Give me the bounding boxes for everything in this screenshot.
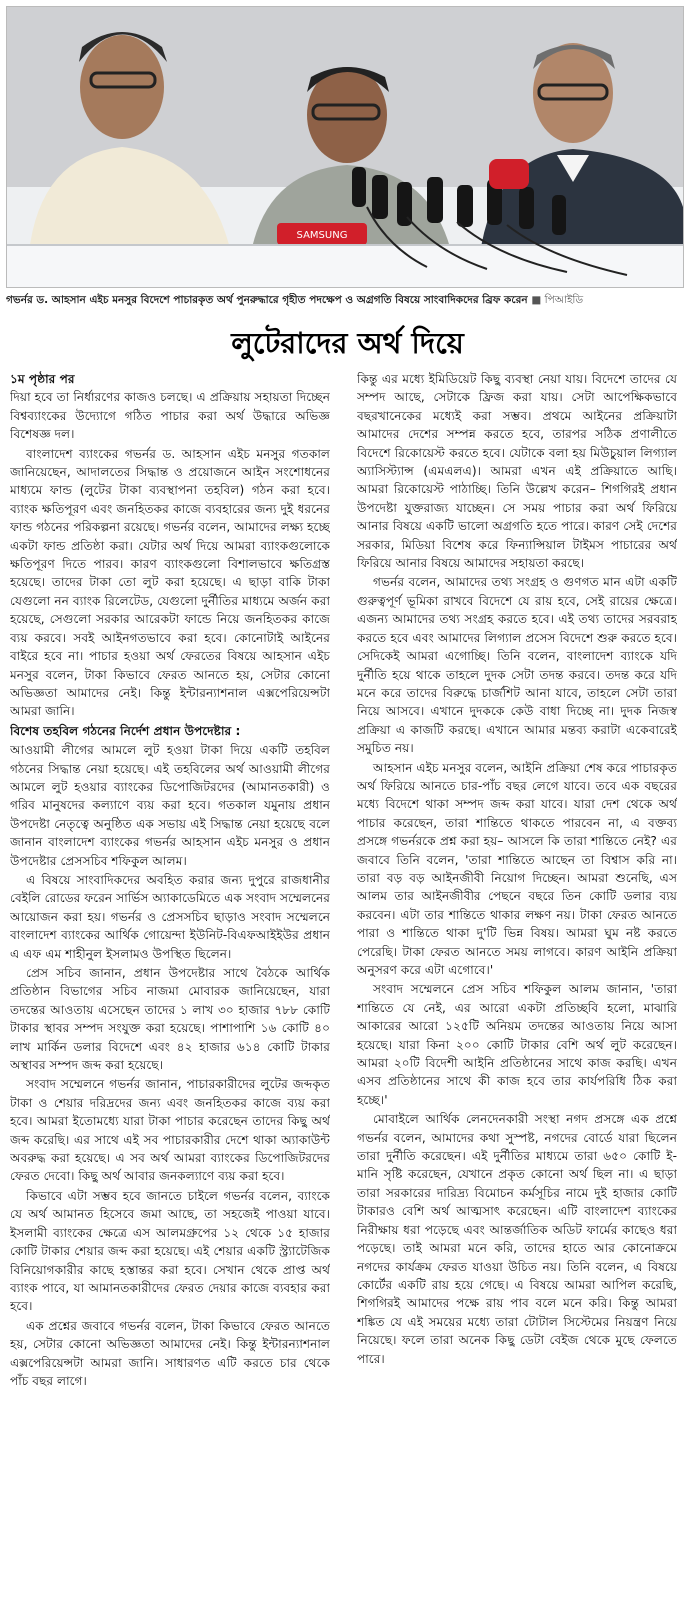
paragraph: প্রেস সচিব জানান, প্রধান উপদেষ্টার সাথে বৈঠকে আর্থিক প্রতিষ্ঠান বিভাগের সচিব নাজমা মোবারক জানিয়েছেন, যারা তদন্তের আওতায় এসেছেন তাদের ১ লাখ ৩০ হাজার ৭৮৮ কোটি টাকার স্থাবর সম্পদ সংযুক্ত করা হয়েছে। পাশাপাশি ১৬ কোটি ৪০ লাখ মার্কিন ডলার বিদেশে এবং ৪২ হাজার ৬১৪ কোটি টাকার অস্থাবর সম্পদ জব্দ করা হয়েছে। [10,966,330,1073]
paragraph: এ বিষয়ে সাংবাদিকদের অবহিত করার জন্য দুপুরে রাজধানীর বেইলি রোডের ফরেন সার্ভিস অ্যাকাডেমিতে এক সংবাদ সম্মেলনের আয়োজন করা হয়। গভর্নর ও প্রেসসচিব ছাড়াও সংবাদ সম্মেলনে বাংলাদেশ ব্যাংকের আর্থিক গোয়েন্দা ইউনিট-বিএফআইইউর প্রধান এ এফ এম শাহীনুল ইসলামও উপস্থিত ছিলেন। [10,872,330,961]
right-column [357,370,677,1610]
paragraph: কিন্তু এর মধ্যে ইমিডিয়েট কিছু ব্যবস্থা নেয়া যায়। বিদেশে তাদের যে সম্পদ আছে, সেটাকে ফ্রিজ করা যায়। সেটা আপেক্ষিকভাবে বছরখানেকের মধ্যেই করা সম্ভব। প্রথমে আইনের প্রক্রিয়াটা আমাদের দেশের সম্পন্ন করতে হবে, তারপর সঠিক প্রণালীতে বিদেশে রিকোয়েস্ট করতে হবে। যেটাকে বলা হয় মিউচুয়াল লিগ্যাল অ্যাসিস্ট্যান্স (এমএলএ)। আমরা এখন এই প্রক্রিয়াতে আছি। আমরা রিকোয়েস্ট পাঠাচ্ছি। তিনি উল্লেখ করেন– শিগগিরই প্রধান উপদেষ্টা যুক্তরাজ্য যাচ্ছেন। সে সময় পাচার করা অর্থ ফিরিয়ে আনার বিষয়ে একটি ভালো অগ্রগতি হতে পারে। কারণ সেই দেশের সরকার, মিডিয়া বিশেষ করে ফিন্যান্সিয়াল টাইমস পাচারের অর্থ ফিরিয়ে আনার বিষয়ে আমাদের সহায়তা করছে। [357,372,677,571]
paragraph: গভর্নর বলেন, আমাদের তথ্য সংগ্রহ ও গুণগত মান এটা একটি গুরুত্বপূর্ণ ভূমিকা রাখবে বিদেশে যে রায় হবে, সেই রায়ের ক্ষেত্রে। এজন্য আমাদের তথ্য সংগ্রহ করতে হবে। এই তথ্য তাদের সরবরাহ করতে হবে এবং আমাদের লিগ্যাল প্রসেস বিদেশে শুরু করতে হবে। সেদিকেই আমরা এগোচ্ছি। তিনি বলেন, বাংলাদেশ ব্যাংকে যদি দুর্নীতি হয়ে থাকে তাহলে দুদক সেটা তদন্ত করবে। তদন্ত করে যদি মনে করে তাদের বিরুদ্ধে চার্জশিট আনা যাবে, তাহলে সেটা তারা নিয়ে আসবে। এখানে দুদককে কেউ বাধা দিচ্ছে না। দুদক নিজস্ব প্রক্রিয়া এ কাজটি করছে। এখানে আমার মন্তব্য করাটা একেবারেই সমুচিত নয়। [357,575,677,756]
mic-brand-label: SAMSUNG [296,230,348,241]
paragraph: এক প্রশ্নের জবাবে গভর্নর বলেন, টাকা কিভাবে ফেরত আনতে হয়, সেটার কোনো অভিজ্ঞতা আমাদের নেই। কিন্তু ইন্টারন্যাশনাল এক্সপেরিয়েন্সটা আমরা জানি। সাধারণত এটি করতে চার থেকে পাঁচ বছর লাগে। [10,1318,330,1388]
paragraph: কিভাবে এটা সম্ভব হবে জানতে চাইলে গভর্নর বলেন, ব্যাংকে যে অর্থ আমানত হিসেবে জমা আছে, তা সহজেই পাওয়া যাবে। ইসলামী ব্যাংকের ক্ষেত্রে এস আলমগ্রুপের ১২ থেকে ১৫ হাজার কোটি টাকার শেয়ার জব্দ করা হয়েছে। এই শেয়ার একটি স্ট্র্যাটেজিক বিনিয়োগকারীর কাছে হস্তান্তর করা হবে। সেখান থেকে প্রাপ্ত অর্থ ব্যাংক পাবে, যা আমানতকারীদের ফেরত দেয়ার কাজে ব্যবহার করা হবে। [10,1188,330,1314]
paragraph: বাংলাদেশ ব্যাংকের গভর্নর ড. আহসান এইচ মনসুর গতকাল জানিয়েছেন, আদালতের সিদ্ধান্ত ও প্রয়োজনে আইন সংশোধনের মাধ্যমে ফান্ড (লুটের টাকা ব্যবস্থাপনা তহবিল) গঠন করা হবে। ব্যাংক ক্ষতিপূরণ এবং জনহিতকর কাজে ব্যবহারের জন্য দুই ধরনের ফান্ড গঠনের পরিকল্পনা রয়েছে। গভর্নর বলেন, আমাদের লক্ষ্য হচ্ছে একটা ফান্ড প্রতিষ্ঠা করা। যেটার অর্থ দিয়ে আমরা ব্যাংকগুলোকে ক্ষতিপূরণ দিতে পারব। কারণ ব্যাংকগুলো বিশালভাবে ক্ষতিগ্রস্ত হয়েছে। তাদের টাকা তো লুট করা হয়েছে। এ ছাড়া বাকি টাকা যেগুলো নন ব্যাংক রিলেটেড, যেগুলো দুর্নীতির মাধ্যমে অর্জন করা হয়েছে, সেগুলো সরকার আরেকটা ফান্ডে নিয়ে জনহিতকর কাজে ব্যয় করবে। সবই আইনগতভাবে করা হবে। কোনোটাই আইনের বাইরে হবে না। পাচার হওয়া অর্থ ফেরতের বিষয়ে আহসান এইচ মনসুর বলেন, টাকা কিভাবে ফেরত আনতে হয়, সেটার কোনো অভিজ্ঞতা আমাদের নেই। কিন্তু ইন্টারন্যাশনাল এক্সপেরিয়েন্সটা আমরা জানি। [10,446,330,719]
paragraph: আহসান এইচ মনসুর বলেন, আইনি প্রক্রিয়া শেষ করে পাচারকৃত অর্থ ফিরিয়ে আনতে চার-পাঁচ বছর লেগে যাবে। তবে এক বছরের মধ্যে বিদেশে থাকা সম্পদ জব্দ করা যাবে। যারা দেশ থেকে অর্থ পাচার করেছেন, তারা শান্তিতে থাকতে পারবেন না, এ বক্তব্য প্রসঙ্গে গভর্নরকে প্রশ্ন করা হয়– আসলে কি তারা শান্তিতে নেই? এর জবাবে তিনি বলেন, 'তারা শান্তিতে আছেন তা বিশ্বাস করি না। তারা বড় বড় আইনজীবী নিয়োগ দিচ্ছেন। আমরা শুনেছি, এস আলম তার আইনজীবীর পেছনে বছরে তিন কোটি ডলার ব্যয় করবেন। এটা তার শান্তিতে থাকার লক্ষণ নয়। টাকা ফেরত আনতে পারা ও শান্তিতে থাকা দু'টি ভিন্ন বিষয়। আমরা ঘুম নষ্ট করতে পেরেছি। টাকা ফেরত আনতে সময় লাগবে। কারণ আইনি প্রক্রিয়া অনুসরণ করে এটা এগোবে।' [357,760,677,977]
jump-label: ১ম পৃষ্ঠার পর [10,372,75,386]
press-briefing-photo [7,7,683,287]
caption-text: গভর্নর ড. আহসান এইচ মনসুর বিদেশে পাচারকৃত অর্থ পুনরুদ্ধারে গৃহীত পদক্ষেপ ও অগ্রগতি বিষয়ে সাংবাদিকদের ব্রিফ করেন [6,294,528,306]
paragraph: মোবাইলে আর্থিক লেনদেনকারী সংস্থা নগদ প্রসঙ্গে এক প্রশ্নে গভর্নর বলেন, আমাদের কথা সুস্পষ্ট, নগদের বোর্ডে যারা ছিলেন তারা দুর্নীতি করেছেন। এই দুর্নীতির মাধ্যমে তারা ৬৫০ কোটি ই-মানি সৃষ্টি করেছেন, যেখানে প্রকৃত কোনো অর্থ ছিল না। এ ছাড়া তারা সরকারের দারিদ্র্য বিমোচন কর্মসূচির নামে দুই হাজার কোটি টাকারও বেশি অর্থ আত্মসাৎ করেছেন। এটি বাংলাদেশ ব্যাংকের নিরীক্ষায় ধরা পড়েছে এবং আন্তর্জাতিক অডিট ফার্মের কাছেও ধরা পড়েছে। তাই আমরা মনে করি, তাদের হাতে আর কোনোক্রমে নগদের কার্যক্রম ফেরত যাওয়া উচিত নয়। তিনি বলেন, এ বিষয়ে কোর্টের একটি রায় হয়ে গেছে। এ বিষয়ে আমরা আপিল করেছি, শিগগিরই আমাদের পক্ষে রায় পাব বলে মনে করি। কিন্তু আমরা শঙ্কিত যে এই সময়ের মধ্যে তারা টোটাল সিস্টেমের নিয়ন্ত্রণ নিয়ে নিয়েছে। ফলে তারা অনেক কিছু ডেটা বেইজ থেকে মুছে ফেলতে পারে। [357,1112,677,1366]
paragraph: দিয়া হবে তা নির্ধারণের কাজও চলছে। এ প্রক্রিয়ায় সহায়তা দিচ্ছেন বিশ্বব্যাংকের উদ্যোগে গঠিত পাচার করা অর্থ উদ্ধারে অভিজ্ঞ বিশেষজ্ঞ দল। [10,390,330,442]
subheading: বিশেষ তহবিল গঠনের নির্দেশ প্রধান উপদেষ্টার : [10,723,241,738]
photo-caption [6,293,682,307]
photo-credit: ■ পিআইডি [531,294,584,306]
left-column [10,370,330,1610]
paragraph: আওয়ামী লীগের আমলে লুট হওয়া টাকা দিয়ে একটি তহবিল গঠনের সিদ্ধান্ত নেয়া হয়েছে। এই তহবিলের অর্থ আওয়ামী লীগের আমলে লুট হওয়ার ব্যাংকের ডিপোজিটরদের (আমানতকারী) ও গরিব মানুষদের কল্যাণে ব্যয় করা হবে। গতকাল যমুনায় প্রধান উপদেষ্টা নেতৃত্বে অনুষ্ঠিত এক সভায় এই সিদ্ধান্ত নেয়া হয়েছে বলে জানান বাংলাদেশ ব্যাংকের গভর্নর আহসান এইচ মনসুর ও প্রধান উপদেষ্টার প্রেসসচিব শফিকুল আলম। [10,743,330,868]
paragraph: সংবাদ সম্মেলনে গভর্নর জানান, পাচারকারীদের লুটের জব্দকৃত টাকা ও শেয়ার দরিদ্রদের জন্য এবং জনহিতকর কাজে ব্যয় করা হবে। আমরা ইতোমধ্যে যারা টাকা পাচার করেছেন তাদের কিছু অর্থ জব্দ করেছি। এর সাথে এই সব পাচারকারীর দেশে থাকা অ্যাকাউন্ট অবরুদ্ধ করা হয়েছে। এ সব অর্থ আমরা ব্যাংকের ডিপোজিটরদের ফেরত দেবো। কিছু অর্থ আবার জনকল্যাণে ব্যয় করা হবে। [10,1077,330,1184]
article-headline: লুটেরাদের অর্থ দিয়ে [231,326,464,360]
news-photo [6,6,684,288]
paragraph: সংবাদ সম্মেলনে প্রেস সচিব শফিকুল আলম জানান, 'তারা শান্তিতে যে নেই, এর আরো একটা প্রতিচ্ছবি হলো, মাঝারি আকারের আরো ১২৫টি অনিয়ম তদন্তের আওতায় নিয়ে আসা হয়েছে। যারা কিনা ২০০ কোটি টাকার বেশি অর্থ লুট করেছেন। আমরা ২০টি বিদেশী আইনি প্রতিষ্ঠানের সাথে কাজ করছি। এখন এসব প্রতিষ্ঠানের সাথে কী কাজ হবে তার কার্যপরিধি ঠিক করা হচ্ছে।' [357,982,677,1107]
